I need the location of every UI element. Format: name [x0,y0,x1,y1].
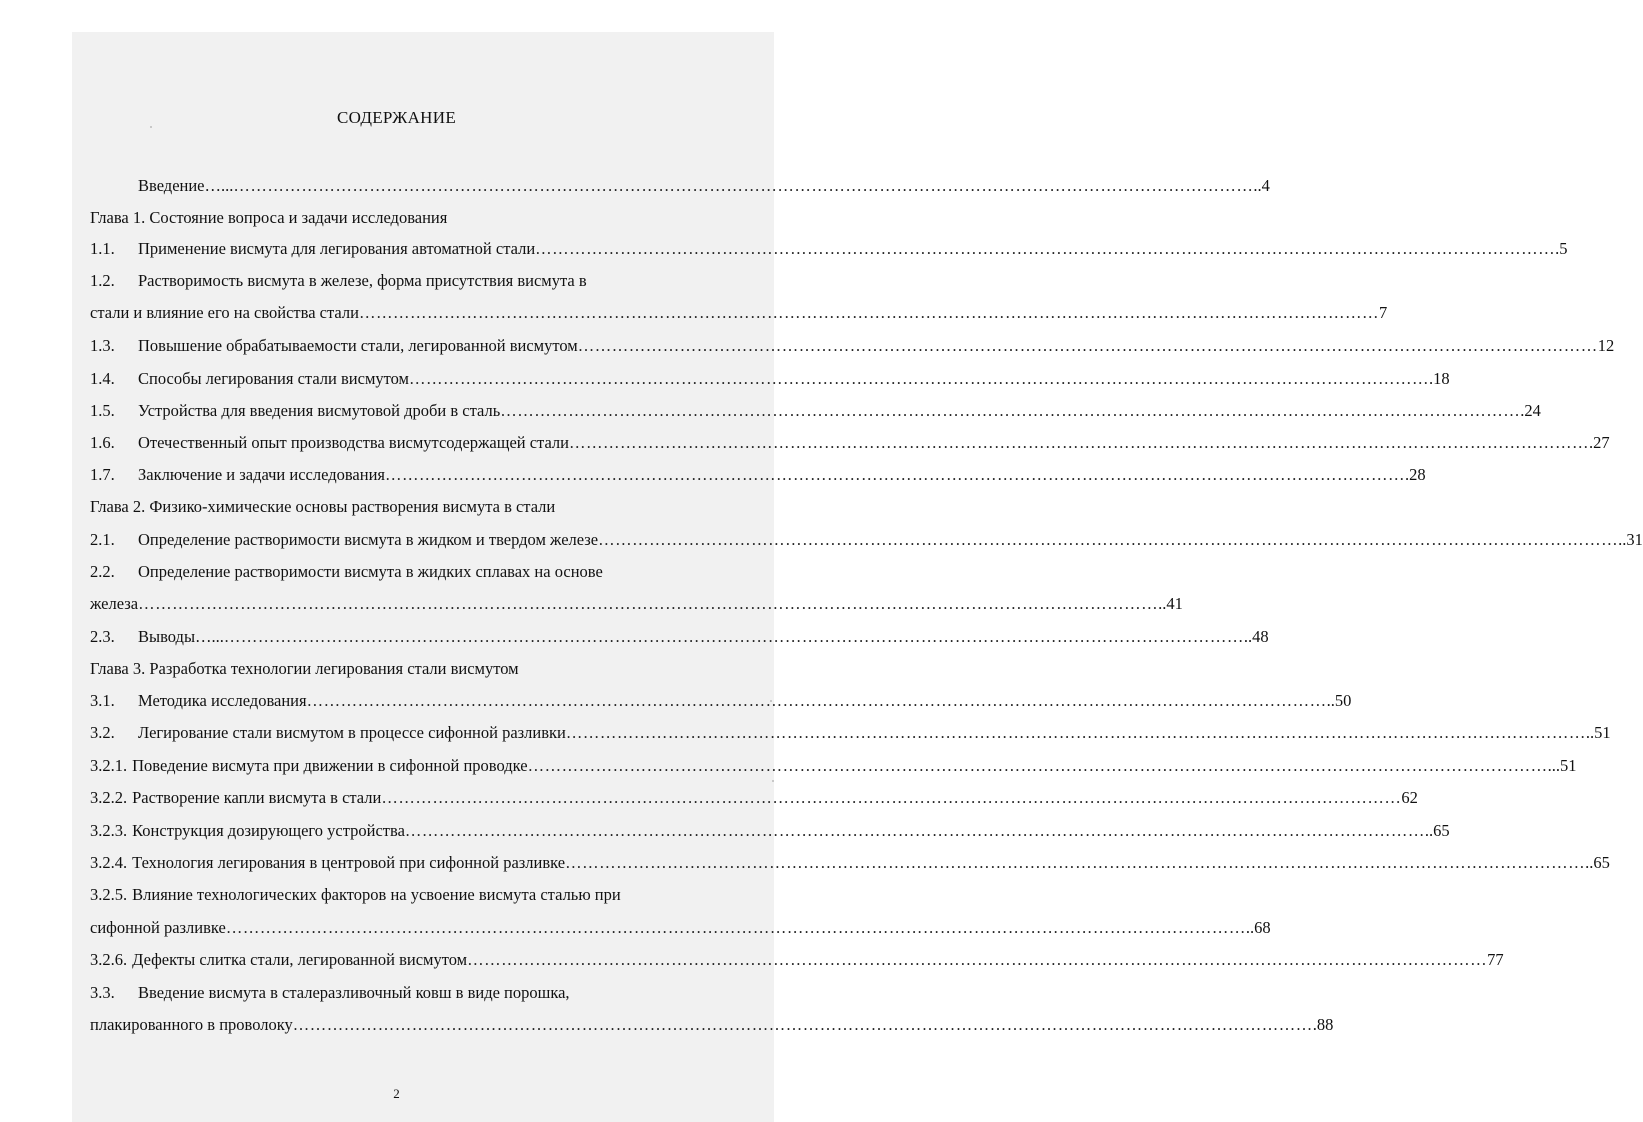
toc-entry [90,884,708,906]
toc-entry-title: Глава 3. Разработка технологии легирования стали висмутом [90,659,519,678]
dot-leader [566,722,1586,744]
toc-entry [90,722,1611,744]
toc-entry-title: Растворимость висмута в железе, форма присутствия висмута в [138,271,587,290]
toc-entry [90,787,1418,809]
toc-entry [90,820,1450,842]
toc-entry [90,207,708,229]
toc-entry-title: Введение висмута в сталеразливочный ковш в виде порошка, [138,983,570,1002]
dot-leader [467,949,1487,971]
toc-entry [90,238,1568,260]
toc-entry-number: 3.3. [90,983,115,1002]
toc-entry [90,400,1541,422]
toc-entry [90,496,708,518]
toc-entry-title: Технология легирования в центровой при сифонной разливке [132,853,566,872]
toc-entry [90,593,1183,615]
dot-leader [409,368,1429,390]
toc-entry [90,755,1577,777]
toc-entry-title: Растворение капли висмута в стали [132,788,382,807]
toc-entry-page: 7 [1378,303,1388,322]
toc-entry-title: железа [90,594,139,613]
toc-entry-page: 77 [1487,950,1504,969]
toc-entry-title: Конструкция дозирующего устройства [132,821,405,840]
dot-leader [381,787,1401,809]
dot-leader [293,1014,1313,1036]
toc-entry-number: 3.2.5. [90,885,128,904]
toc-entry-number: 2.2. [90,562,115,581]
toc-entry [90,302,1388,324]
dot-leader [138,593,1158,615]
toc-entry-title: Дефекты слитка стали, легированной висмутом [132,950,468,969]
toc-entry [90,949,1504,971]
toc-entry-title: Повышение обрабатываемости стали, легированной висмутом [138,336,578,355]
toc-entry-page: .5 [1555,239,1568,258]
toc-entry-title: плакированного в проволоку [90,1015,293,1034]
toc-entry-number: 1.6. [90,433,115,452]
toc-entry-page: .18 [1429,369,1450,388]
dot-leader [565,852,1585,874]
toc-entry-title: Методика исследования [138,691,307,710]
toc-entry-number: 2.3. [90,627,115,646]
dot-leader [569,432,1589,454]
toc-entry-number: 3.2.6. [90,950,128,969]
document-title: СОДЕРЖАНИЕ [336,108,457,127]
toc-entry-page: ...51 [1547,756,1577,775]
toc-entry [90,368,1450,390]
dot-leader [307,690,1327,712]
toc-entry-page: ..68 [1245,918,1271,937]
dot-leader [233,175,1253,197]
page-number: 2 [393,1086,400,1101]
toc-entry-number: 3.2.2. [90,788,128,807]
toc-entry-title: Введение…... [138,176,234,195]
toc-entry [138,175,1270,197]
toc-entry-title: Заключение и задачи исследования [138,465,385,484]
toc-entry-page: ..31 [1618,530,1643,549]
dot-leader [598,529,1618,551]
toc-entry-number: 1.1. [90,239,115,258]
toc-entry [90,335,1615,357]
toc-entry-page: ..48 [1243,627,1269,646]
toc-entry-page: 12 [1597,336,1615,355]
toc-entry [90,270,708,292]
toc-entry-page: ..51 [1585,723,1611,742]
toc-entry [90,561,708,583]
dot-leader [405,820,1425,842]
toc-entry-page: .28 [1404,465,1426,484]
toc-entry [90,1014,1334,1036]
toc-entry-number: 3.2.4. [90,853,128,872]
toc-entry-title: Отечественный опыт производства висмутсодержащей стали [138,433,569,452]
dot-leader [385,464,1405,486]
toc-entry-number: 3.2. [90,723,115,742]
dot-leader [359,302,1379,324]
toc-entry-number: 3.2.3. [90,821,128,840]
toc-entry [90,982,708,1004]
toc-entry-number: 3.2.1. [90,756,128,775]
toc-entry-number: 2.1. [90,530,115,549]
toc-entry-page: .27 [1589,433,1610,452]
toc-entry-title: Глава 1. Состояние вопроса и задачи исследования [90,208,448,227]
toc-entry-page: ..41 [1158,594,1183,613]
toc-entry-page: 62 [1401,788,1418,807]
toc-entry-number: 1.5. [90,401,115,420]
toc-entry-title: Глава 2. Физико-химические основы растворения висмута в стали [90,497,556,516]
toc-entry-number: 1.7. [90,465,115,484]
toc-entry [90,690,1352,712]
toc-entry-title: Устройства для введения висмутовой дроби в сталь [138,401,501,420]
toc-entry-title: Определение растворимости висмута в жидких сплавах на основе [138,562,603,581]
toc-entry-number: 3.1. [90,691,115,710]
toc-entry-title: Поведение висмута при движении в сифонной проводке [132,756,528,775]
toc-entry-page: ..50 [1326,691,1352,710]
toc-entry-page: ..65 [1424,821,1450,840]
dot-leader [224,626,1244,648]
toc-entry-page: .88 [1312,1015,1334,1034]
toc-entry-number: 1.2. [90,271,115,290]
toc-entry-title: стали и влияние его на свойства стали [90,303,359,322]
toc-entry-page: .24 [1520,401,1541,420]
toc-entry [90,658,708,680]
dot-leader [528,755,1548,777]
dot-leader [578,335,1598,357]
toc-entry-title: Применение висмута для легирования автоматной стали [138,239,536,258]
toc-entry-number: 1.3. [90,336,115,355]
toc-entry [90,432,1610,454]
toc-entry-page: ..4 [1253,176,1270,195]
toc-entry-page: ..65 [1585,853,1610,872]
toc-entry [90,626,1269,648]
toc-entry [90,529,1643,551]
dot-leader [226,917,1246,939]
toc-entry-title: Способы легирования стали висмутом [138,369,410,388]
toc-entry-number: 1.4. [90,369,115,388]
dot-leader [535,238,1555,260]
toc-entry-title: Влияние технологических факторов на усвоение висмута сталью при [132,885,621,904]
toc-entry [90,917,1271,939]
toc-entry-title: Легирование стали висмутом в процессе сифонной разливки [138,723,566,742]
toc-entry-title: сифонной разливке [90,918,226,937]
toc-entry [90,852,1610,874]
toc-entry [90,464,1426,486]
toc-entry-title: Выводы…... [138,627,224,646]
toc-entry-title: Определение растворимости висмута в жидком и твердом железе [138,530,599,549]
dot-leader [500,400,1520,422]
